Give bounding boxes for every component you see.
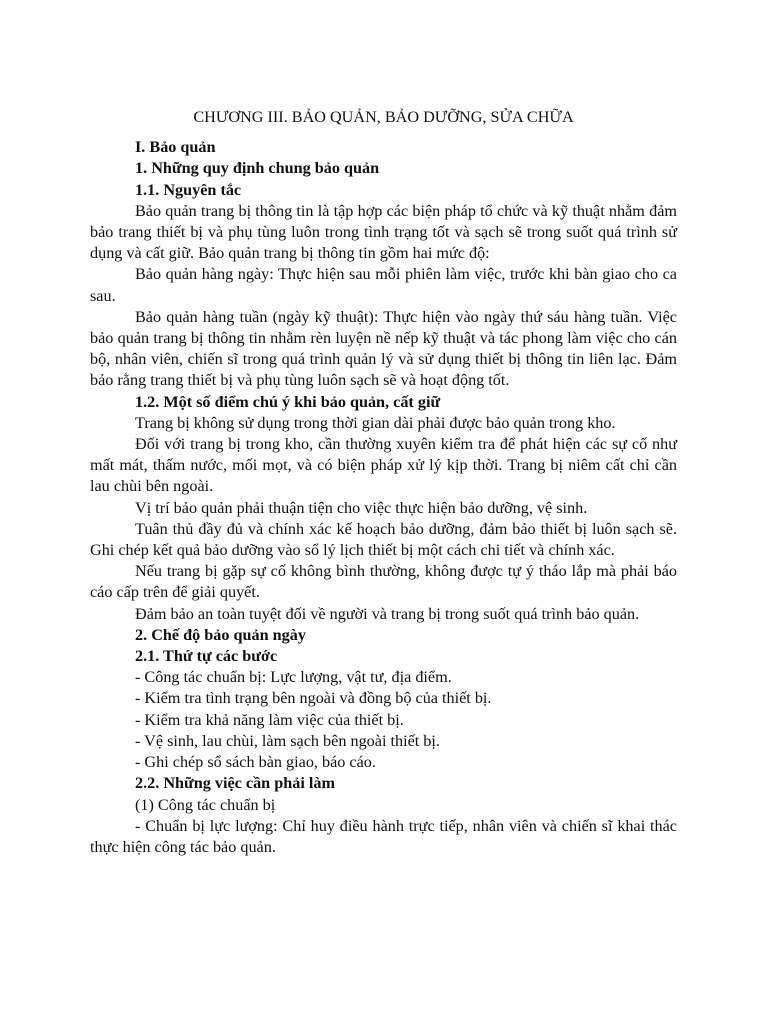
paragraph: Đảm bảo an toàn tuyệt đối về người và trang bị trong suốt quá trình bảo quản. [135, 604, 640, 623]
paragraph: Vị trí bảo quản phải thuận tiện cho việc thực hiện bảo dưỡng, vệ sinh. [135, 498, 588, 517]
paragraph: Nếu trang bị gặp sự cố không bình thường, không được tự ý tháo lắp mà phải báo cáo cấp trên để giải quyết. [90, 562, 677, 602]
paragraph: Bảo quản trang bị thông tin là tập hợp các biện pháp tổ chức và kỹ thuật nhằm đảm bảo trang thiết bị và phụ tùng luôn trong tình trạng tốt và sạch sẽ trong suốt quá trình sử dụng và cất giữ. Bảo quản trang bị thông tin gồm hai mức độ: [90, 201, 677, 263]
list-item: (1) Công tác chuẩn bị [135, 795, 276, 814]
chapter-title: CHƯƠNG III. BẢO QUẢN, BẢO DƯỠNG, SỬA CHỮA [193, 108, 574, 126]
paragraph: Đối với trang bị trong kho, cần thường xuyên kiểm tra để phát hiện các sự cố như mất mát, thấm nước, mối mọt, và có biện pháp xử lý kịp thời. Trang bị niêm cất chỉ cần lau chùi bên ngoài. [90, 435, 677, 496]
list-item: - Ghi chép sổ sách bàn giao, báo cáo. [135, 753, 376, 772]
subsection-heading: 2.2. Những việc cần phải làm [135, 774, 335, 793]
subsection-heading: 1.2. Một số điểm chú ý khi bảo quản, cất giữ [135, 392, 441, 411]
list-item: - Vệ sinh, lau chùi, làm sạch bên ngoài thiết bị. [135, 731, 440, 750]
paragraph: Tuân thủ đầy đủ và chính xác kế hoạch bảo dưỡng, đảm bảo thiết bị luôn sạch sẽ. Ghi chép kết quả bảo dưỡng vào sổ lý lịch thiết bị một cách chi tiết và chính xác. [90, 519, 677, 560]
list-item: - Chuẩn bị lực lượng: Chỉ huy điều hành trực tiếp, nhân viên và chiến sĩ khai thác thực hiện công tác bảo quản. [90, 816, 677, 856]
paragraph: Bảo quản hàng ngày: Thực hiện sau mỗi phiên làm việc, trước khi bàn giao cho ca sau. [90, 265, 677, 305]
section-heading: I. Bảo quản [135, 138, 216, 157]
subsection-heading: 1. Những quy định chung bảo quản [135, 159, 380, 178]
list-item: - Kiểm tra tình trạng bên ngoài và đồng bộ của thiết bị. [135, 689, 492, 708]
subsection-heading: 2. Chế độ bảo quản ngày [135, 625, 306, 644]
subsection-heading: 1.1. Nguyên tắc [135, 180, 242, 199]
paragraph: Bảo quản hàng tuần (ngày kỹ thuật): Thực hiện vào ngày thứ sáu hàng tuần. Việc bảo quản trang bị thông tin nhằm rèn luyện nề nếp kỹ thuật và tác phong làm việc cho cán bộ, nhân viên, chiến sĩ trong quá trình quản lý và sử dụng thiết bị thông tin liên lạc. Đảm bảo rằng trang thiết bị và phụ tùng luôn sạch sẽ và hoạt động tốt. [90, 307, 677, 390]
subsection-heading: 2.1. Thứ tự các bước [135, 647, 278, 666]
paragraph: Trang bị không sử dụng trong thời gian dài phải được bảo quản trong kho. [135, 413, 616, 432]
document-page [90, 107, 677, 858]
list-item: - Kiểm tra khả năng làm việc của thiết bị. [135, 710, 404, 729]
list-item: - Công tác chuẩn bị: Lực lượng, vật tư, địa điểm. [135, 668, 452, 687]
